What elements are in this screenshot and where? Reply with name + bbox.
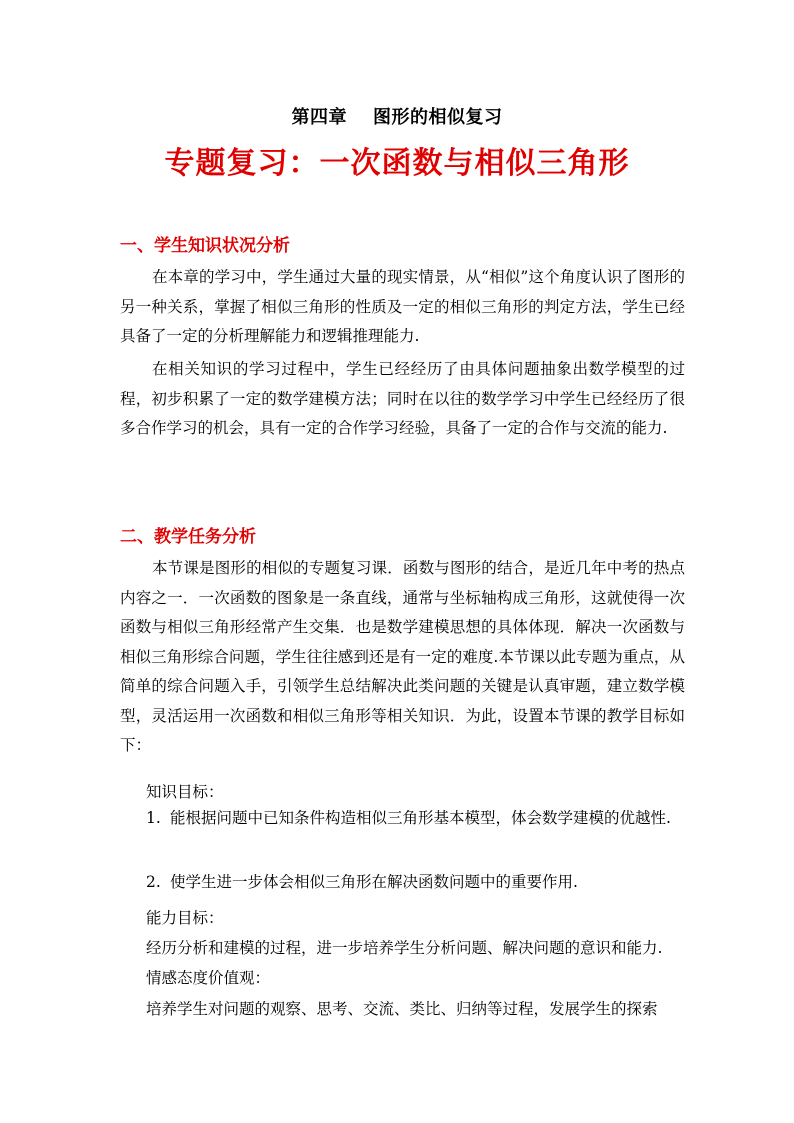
section-heading-student-analysis: 一、学生知识状况分析 [120, 236, 290, 256]
topic-title: 专题复习：一次函数与相似三角形 [164, 146, 630, 181]
list-item-number: 2. [146, 873, 161, 891]
paragraph: 在本章的学习中，学生通过大量的现实情景，从“相似”这个角度认识了图形的另一种关系，掌握了相似三角形的性质及一定的相似三角形的判定方法，学生已经具备了一定的分析理解能力和逻辑推理能力. [120, 268, 685, 345]
list-item-number: 1. [146, 809, 161, 827]
emotion-goals-text: 培养学生对问题的观察、思考、交流、类比、归纳等过程，发展学生的探索 [146, 1000, 658, 1018]
ability-goals-label: 能力目标： [146, 909, 224, 927]
list-item [146, 804, 686, 834]
list-item-text: 能根据问题中已知条件构造相似三角形基本模型，体会数学建模的优越性. [170, 809, 671, 827]
emotion-goals-label: 情感态度价值观： [146, 969, 271, 987]
list-item-text: 使学生进一步体会相似三角形在解决函数问题中的重要作用. [170, 873, 578, 891]
paragraph: 在相关知识的学习过程中，学生已经经历了由具体问题抽象出数学模型的过程，初步积累了一定的数学建模方法；同时在以往的数学学习中学生已经经历了很多合作学习的机会，具有一定的合作学习经验，具备了一定的合作与交流的能力. [120, 360, 685, 437]
knowledge-goals-label: 知识目标： [146, 783, 224, 801]
section-heading-task-analysis: 二、教学任务分析 [120, 527, 256, 547]
chapter-number: 第四章 [291, 107, 347, 128]
chapter-subtitle: 图形的相似复习 [373, 107, 503, 128]
paragraph: 本节课是图形的相似的专题复习课．函数与图形的结合，是近几年中考的热点内容之一．一次函数的图象是一条直线，通常与坐标轴构成三角形，这就使得一次函数与相似三角形经常产生交集．也是数学建模思想的具体体现．解决一次函数与相似三角形综合问题，学生往往感到还是有一定的难度.本节课以此专题为重点，从简单的综合问题入手，引领学生总结解决此类问题的关键是认真审题，建立数学模型，灵活运用一次函数和相似三角形等相关知识．为此，设置本节课的教学目标如下： [120, 559, 685, 754]
chapter-title [0, 103, 794, 129]
ability-goals-text: 经历分析和建模的过程，进一步培养学生分析问题、解决问题的意识和能力. [146, 939, 663, 957]
list-item [146, 868, 686, 898]
